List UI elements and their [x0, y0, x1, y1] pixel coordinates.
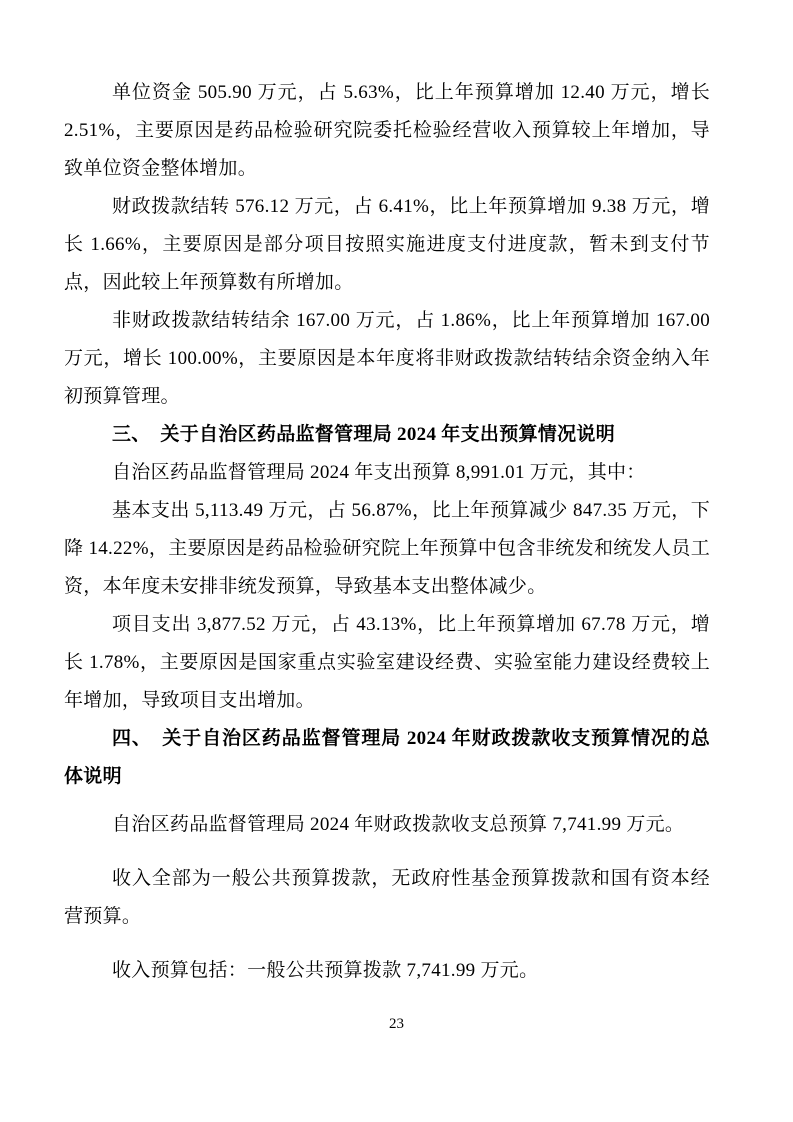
- paragraph-unit-funds: 单位资金 505.90 万元，占 5.63%，比上年预算增加 12.40 万元，增长 2.51%，主要原因是药品检验研究院委托检验经营收入预算较上年增加，导致单位资金整体增加。: [64, 82, 710, 179]
- paragraph-income-source: 收入全部为一般公共预算拨款，无政府性基金预算拨款和国有资本经营预算。: [64, 868, 710, 927]
- paragraph-expenditure-total: 自治区药品监督管理局 2024 年支出预算 8,991.01 万元，其中：: [112, 462, 646, 483]
- paragraph-nonfiscal-carryover: 非财政拨款结转结余 167.00 万元，占 1.86%，比上年预算增加 167.00 万元，增长 100.00%，主要原因是本年度将非财政拨款结转结余资金纳入年初预算管理。: [64, 310, 710, 407]
- section-heading-3: 三、 关于自治区药品监督管理局 2024 年支出预算情况说明: [112, 424, 616, 445]
- section-heading-4: 四、 关于自治区药品监督管理局 2024 年财政拨款收支预算情况的总体说明: [64, 728, 710, 787]
- paragraph-basic-expenditure: 基本支出 5,113.49 万元，占 56.87%，比上年预算减少 847.35 万元，下降 14.22%，主要原因是药品检验研究院上年预算中包含非统发和统发人员工资，本年度未安排非统发预算，导致基本支出整体减少。: [64, 500, 710, 597]
- paragraph-fiscal-carryover: 财政拨款结转 576.12 万元，占 6.41%，比上年预算增加 9.38 万元，增长 1.66%，主要原因是部分项目按照实施进度支付进度款，暂未到支付节点，因此较上年预算数有所增加。: [64, 196, 710, 293]
- paragraph-project-expenditure: 项目支出 3,877.52 万元，占 43.13%，比上年预算增加 67.78 万元，增长 1.78%，主要原因是国家重点实验室建设经费、实验室能力建设经费较上年增加，导致项目支出增加。: [64, 614, 710, 711]
- paragraph-income-breakdown: 收入预算包括：一般公共预算拨款 7,741.99 万元。: [112, 960, 539, 981]
- page-number: 23: [389, 1016, 404, 1032]
- document-content: [64, 74, 710, 990]
- paragraph-fiscal-total: 自治区药品监督管理局 2024 年财政拨款收支总预算 7,741.99 万元。: [112, 814, 685, 835]
